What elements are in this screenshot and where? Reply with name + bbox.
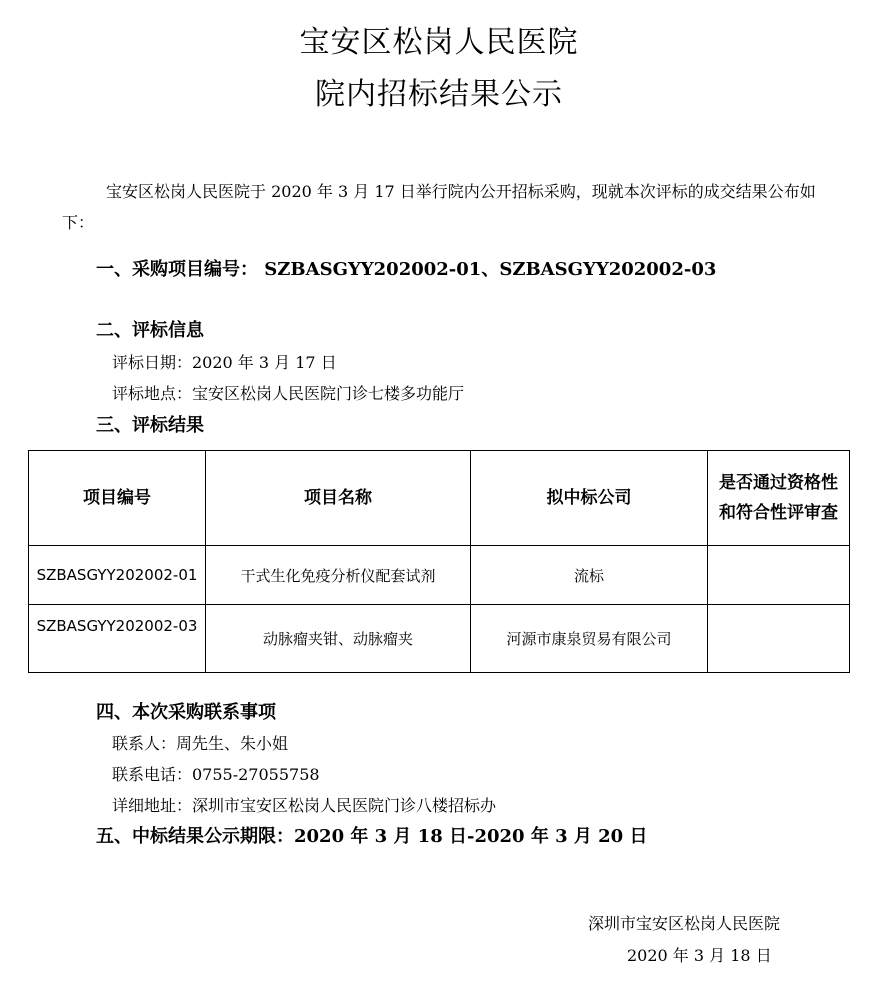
evaluation-date: 评标日期：2020 年 3 月 17 日 [112, 353, 337, 372]
section-heading-contact: 四、本次采购联系事项 [96, 702, 276, 723]
signature-organization: 深圳市宝安区松岗人民医院 [588, 914, 781, 933]
column-header-project-number: 项目编号 [29, 451, 206, 546]
section-heading-evaluation-info: 二、评标信息 [96, 320, 204, 341]
result-table [28, 450, 850, 673]
contact-phone: 联系电话：0755-27055758 [112, 765, 320, 784]
table-header-row [29, 451, 850, 546]
contact-address: 详细地址：深圳市宝安区松岗人民医院门诊八楼招标办 [112, 796, 497, 815]
section-heading-evaluation-result: 三、评标结果 [96, 415, 204, 436]
cell-project-number: SZBASGYY202002-01 [29, 546, 206, 605]
cell-project-name: 动脉瘤夹钳、动脉瘤夹 [206, 605, 471, 673]
table-row [29, 605, 850, 673]
section-heading-publicity-period: 五、中标结果公示期限：2020 年 3 月 18 日-2020 年 3 月 20 日 [96, 826, 648, 847]
column-header-winning-company: 拟中标公司 [471, 451, 708, 546]
cell-winning-company: 流标 [471, 546, 708, 605]
cell-winning-company: 河源市康泉贸易有限公司 [471, 605, 708, 673]
column-header-project-name: 项目名称 [206, 451, 471, 546]
cell-qualification-review [708, 605, 850, 673]
page-subtitle: 院内招标结果公示 [315, 77, 563, 112]
signature-date: 2020 年 3 月 18 日 [627, 946, 772, 965]
evaluation-location: 评标地点：宝安区松岗人民医院门诊七楼多功能厅 [112, 384, 465, 403]
column-header-qualification-review: 是否通过资格性和符合性评审查 [708, 451, 850, 546]
intro-paragraph: 宝安区松岗人民医院于 2020 年 3 月 17 日举行院内公开招标采购，现就本次评标的成交结果公布如下： [62, 182, 816, 232]
table-row [29, 546, 850, 605]
page-title: 宝安区松岗人民医院 [299, 25, 579, 60]
contact-person: 联系人：周先生、朱小姐 [112, 734, 289, 753]
section-heading-project-number: 一、采购项目编号： SZBASGYY202002-01、SZBASGYY202002-03 [96, 259, 717, 280]
cell-project-name: 干式生化免疫分析仪配套试剂 [206, 546, 471, 605]
cell-project-number: SZBASGYY202002-03 [29, 605, 206, 673]
cell-qualification-review [708, 546, 850, 605]
